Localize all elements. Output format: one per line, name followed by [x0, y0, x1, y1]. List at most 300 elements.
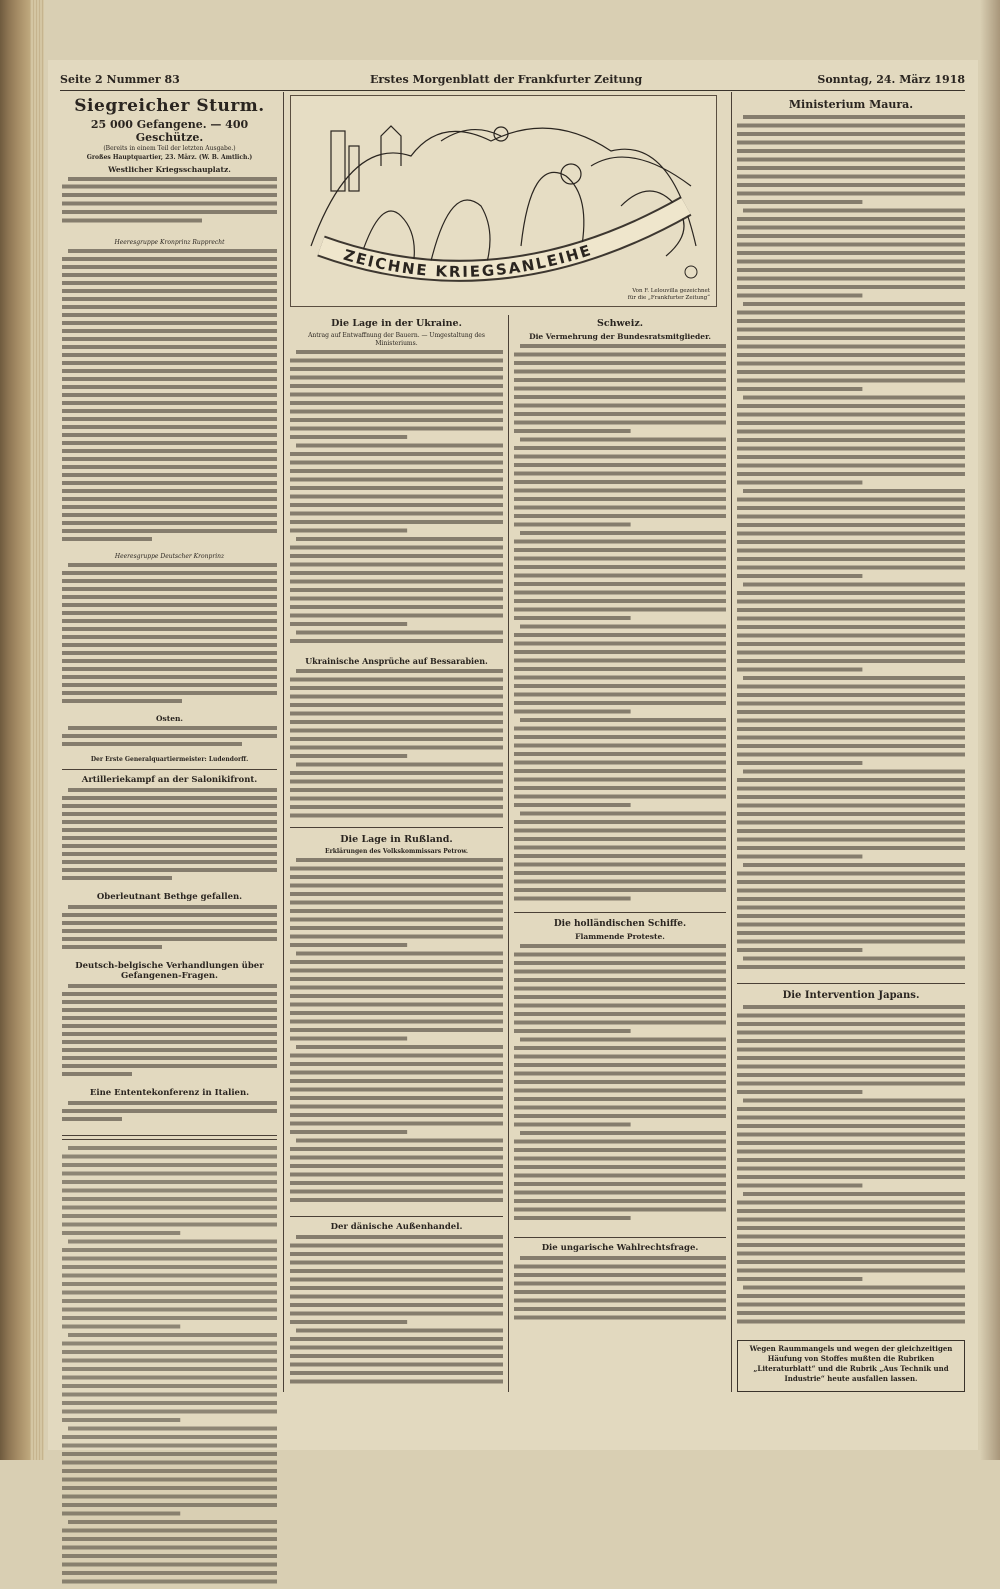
text-line	[514, 995, 726, 999]
text-line	[514, 897, 631, 901]
text-line	[514, 1199, 726, 1203]
text-line	[737, 608, 965, 612]
text-line	[514, 1021, 726, 1025]
text-line	[737, 1269, 965, 1273]
text-line	[737, 183, 965, 187]
text-lines	[290, 349, 503, 649]
caption-line-1: Von F. Lelouvilla gezeichnet	[632, 288, 710, 294]
text-line	[290, 597, 503, 601]
text-line	[514, 633, 726, 637]
text-line	[290, 780, 503, 784]
text-line	[290, 695, 503, 699]
text-line	[290, 554, 503, 558]
text-line	[62, 1461, 277, 1465]
text-line	[737, 319, 965, 323]
text-line	[62, 1401, 277, 1405]
text-line	[737, 413, 965, 417]
text-line	[514, 565, 726, 569]
text-line	[743, 1005, 965, 1009]
section-bethge: Oberleutnant Bethge gefallen.	[96, 892, 243, 902]
text-line	[514, 854, 726, 858]
text-line	[62, 1316, 277, 1320]
text-line	[737, 829, 965, 833]
text-line	[514, 761, 726, 765]
text-line	[737, 328, 965, 332]
text-lines	[62, 248, 277, 548]
text-line	[737, 1184, 862, 1188]
text-line	[737, 1175, 965, 1179]
text-line	[737, 549, 965, 553]
text-line	[737, 277, 965, 281]
text-line	[514, 370, 726, 374]
text-line	[290, 393, 503, 397]
text-line	[737, 1090, 862, 1094]
text-line	[737, 1252, 965, 1256]
text-line	[514, 506, 726, 510]
section-dutch-ships: Die holländischen Schiffe.	[553, 919, 687, 929]
text-lines	[737, 114, 965, 974]
text-line	[290, 427, 503, 431]
text-line	[290, 1190, 503, 1194]
text-line	[514, 752, 726, 756]
text-line	[514, 1123, 631, 1127]
text-line	[520, 812, 726, 816]
text-line	[290, 1198, 503, 1202]
text-line	[514, 1012, 726, 1016]
text-line	[737, 294, 862, 298]
text-line	[737, 914, 965, 918]
text-line	[290, 1371, 503, 1375]
text-line	[62, 1291, 277, 1295]
text-line	[290, 1252, 503, 1256]
text-line	[514, 888, 726, 892]
text-line	[743, 863, 965, 867]
text-line	[62, 1503, 277, 1507]
text-line	[737, 336, 965, 340]
text-line	[737, 1048, 965, 1052]
text-line	[68, 1146, 277, 1150]
text-line	[290, 729, 503, 733]
feuilleton-text-lines	[62, 1145, 277, 1585]
text-line	[514, 1165, 726, 1169]
text-line	[62, 1384, 277, 1388]
text-line	[737, 532, 965, 536]
section-western-front: Westlicher Kriegsschauplatz.	[108, 165, 231, 174]
text-line	[737, 149, 965, 153]
text-line	[737, 1073, 965, 1077]
text-line	[290, 960, 503, 964]
text-line	[290, 503, 503, 507]
text-line	[514, 659, 726, 663]
text-line	[737, 498, 965, 502]
text-line	[737, 753, 965, 757]
ukraine-subhead: Antrag auf Entwaffnung der Bauern. — Umgestaltung des Ministeriums.	[308, 332, 485, 347]
text-line	[290, 1096, 503, 1100]
text-line	[514, 727, 726, 731]
text-line	[520, 438, 726, 442]
text-line	[290, 376, 503, 380]
text-line	[737, 234, 965, 238]
text-line	[520, 1256, 726, 1260]
text-line	[290, 1156, 503, 1160]
text-line	[514, 472, 726, 476]
text-line	[737, 192, 965, 196]
text-line	[290, 969, 503, 973]
text-line	[62, 1197, 277, 1201]
text-line	[62, 1495, 277, 1499]
cartoon-illustration	[291, 96, 716, 306]
text-line	[737, 787, 965, 791]
text-line	[514, 387, 726, 391]
text-line	[737, 906, 965, 910]
text-line	[737, 345, 965, 349]
text-line	[290, 622, 407, 626]
text-line	[290, 469, 503, 473]
text-line	[290, 994, 503, 998]
text-line	[514, 557, 726, 561]
text-lines	[62, 562, 277, 707]
text-line	[290, 1113, 503, 1117]
article-body	[62, 176, 277, 238]
text-line	[514, 667, 726, 671]
text-line	[737, 1260, 965, 1264]
text-line	[290, 401, 503, 405]
text-line	[290, 580, 503, 584]
text-line	[737, 1065, 965, 1069]
text-line	[290, 771, 503, 775]
text-line	[290, 1244, 503, 1248]
text-line	[514, 574, 726, 578]
text-line	[296, 444, 503, 448]
text-line	[290, 977, 503, 981]
text-line	[296, 1045, 503, 1049]
text-lines	[737, 1004, 965, 1324]
text-line	[737, 591, 965, 595]
text-line	[290, 1147, 503, 1151]
text-line	[296, 1329, 503, 1333]
text-line	[737, 311, 965, 315]
text-line	[290, 359, 503, 363]
text-line	[62, 1274, 277, 1278]
text-lines	[62, 725, 277, 751]
text-line	[514, 582, 726, 586]
text-line	[62, 1580, 277, 1584]
text-line	[737, 727, 965, 731]
text-line	[514, 1029, 631, 1033]
text-line	[514, 1290, 726, 1294]
text-line	[290, 1295, 503, 1299]
text-line	[743, 1286, 965, 1290]
text-line	[514, 676, 726, 680]
text-line	[737, 744, 965, 748]
text-line	[514, 871, 726, 875]
text-line	[514, 650, 726, 654]
text-line	[737, 132, 965, 136]
cartoon-caption	[628, 288, 710, 302]
text-line	[514, 1063, 726, 1067]
text-line	[62, 1299, 277, 1303]
text-line	[514, 1299, 726, 1303]
text-line	[290, 712, 503, 716]
cartoon-banner-text: ZEICHNE KRIEGSANLEIHE	[341, 240, 595, 281]
text-line	[290, 1079, 503, 1083]
text-line	[290, 1354, 503, 1358]
text-line	[514, 353, 726, 357]
text-line	[514, 608, 726, 612]
text-line	[737, 838, 965, 842]
russia-subhead: Erklärungen des Volkskommissars Petrow.	[325, 848, 468, 855]
section-japan: Die Intervention Japans.	[782, 990, 920, 1001]
text-line	[520, 531, 726, 535]
text-line	[290, 788, 503, 792]
text-line	[62, 1214, 277, 1218]
text-line	[296, 350, 503, 354]
text-line	[290, 1303, 503, 1307]
text-line	[514, 1072, 726, 1076]
text-line	[743, 1192, 965, 1196]
page-right-edge	[980, 0, 1000, 1460]
text-line	[290, 367, 503, 371]
text-line	[737, 141, 965, 145]
text-line	[737, 1167, 965, 1171]
signoff: Der Erste Generalquartiermeister: Ludendorff.	[90, 756, 249, 763]
text-line	[737, 1014, 965, 1018]
text-line	[737, 387, 862, 391]
text-line	[514, 1265, 726, 1269]
text-line	[514, 591, 726, 595]
text-line	[62, 1265, 277, 1269]
column-2	[290, 312, 503, 1388]
edition-note: (Bereits in einem Teil der letzten Ausgabe.)	[103, 145, 236, 152]
text-line	[514, 1191, 726, 1195]
text-line	[737, 931, 965, 935]
text-line	[737, 1226, 965, 1230]
text-line	[737, 200, 862, 204]
text-line	[290, 1286, 503, 1290]
text-line	[743, 396, 965, 400]
text-line	[737, 1022, 965, 1026]
text-line	[737, 872, 965, 876]
text-line	[62, 1163, 277, 1167]
text-line	[514, 837, 726, 841]
text-line	[290, 737, 503, 741]
text-line	[743, 1099, 965, 1103]
text-line	[62, 1435, 277, 1439]
text-line	[737, 685, 965, 689]
text-line	[514, 820, 726, 824]
text-line	[290, 1062, 503, 1066]
text-lines	[62, 176, 277, 234]
text-line	[62, 1172, 277, 1176]
text-line	[290, 1337, 503, 1341]
feuilleton-divider	[62, 1135, 277, 1140]
divider	[514, 1237, 726, 1238]
text-line	[296, 1139, 503, 1143]
text-line	[290, 805, 503, 809]
text-line	[290, 1346, 503, 1350]
text-line	[737, 464, 965, 468]
text-line	[514, 1307, 726, 1311]
text-line	[514, 446, 726, 450]
text-line	[68, 1427, 277, 1431]
text-lines	[514, 343, 726, 903]
dateline: Großes Hauptquartier, 23. März. (W. B. Amtlich.)	[86, 154, 253, 161]
swiss-subhead: Die Vermehrung der Bundesratsmitglieder.	[529, 332, 711, 341]
text-line	[514, 480, 726, 484]
text-line	[290, 418, 503, 422]
text-line	[737, 1311, 965, 1315]
text-line	[514, 378, 726, 382]
text-line	[743, 676, 965, 680]
text-line	[290, 935, 503, 939]
text-line	[737, 455, 965, 459]
text-line	[296, 669, 503, 673]
war-loan-cartoon	[290, 95, 717, 307]
section-belgian-talks: Deutsch-belgische Verhandlungen über Gefangenen-Fragen.	[75, 961, 264, 981]
text-line	[296, 858, 503, 862]
text-line	[514, 1004, 726, 1008]
text-line	[68, 1333, 277, 1337]
text-line	[514, 412, 726, 416]
text-line	[290, 1312, 503, 1316]
header-page-number: Seite 2 Nummer 83	[60, 73, 180, 86]
text-line	[514, 463, 726, 467]
text-line	[737, 362, 965, 366]
text-line	[290, 478, 503, 482]
text-line	[290, 1003, 503, 1007]
text-line	[737, 1201, 965, 1205]
column-3	[514, 312, 726, 1329]
text-line	[743, 489, 965, 493]
text-line	[514, 489, 726, 493]
text-line	[737, 846, 965, 850]
text-line	[62, 1282, 277, 1286]
text-line	[290, 1173, 503, 1177]
text-line	[514, 684, 726, 688]
text-line	[737, 965, 965, 969]
text-line	[737, 353, 965, 357]
text-line	[296, 763, 503, 767]
text-line	[290, 1278, 503, 1282]
text-line	[62, 1155, 277, 1159]
text-line	[290, 1130, 407, 1134]
text-line	[737, 1141, 965, 1145]
text-line	[737, 625, 965, 629]
text-line	[290, 495, 503, 499]
text-lines	[514, 1255, 726, 1325]
text-line	[290, 1261, 503, 1265]
text-line	[737, 1209, 965, 1213]
divider	[290, 827, 503, 828]
text-line	[743, 583, 965, 587]
text-line	[514, 395, 726, 399]
text-lines	[62, 904, 277, 954]
text-line	[737, 1243, 965, 1247]
text-line	[290, 435, 407, 439]
text-line	[290, 746, 503, 750]
text-line	[62, 1308, 277, 1312]
text-line	[743, 770, 965, 774]
text-line	[290, 384, 503, 388]
text-line	[737, 923, 965, 927]
text-line	[514, 863, 726, 867]
text-line	[290, 520, 503, 524]
column-rule	[283, 92, 284, 1392]
text-line	[514, 829, 726, 833]
text-line	[737, 1303, 965, 1307]
text-line	[737, 1039, 965, 1043]
main-subhead: 25 000 Gefangene. — 400 Geschütze.	[90, 118, 249, 144]
text-line	[290, 1011, 503, 1015]
text-line	[737, 566, 965, 570]
text-line	[743, 209, 965, 213]
text-line	[290, 867, 503, 871]
text-line	[514, 421, 726, 425]
text-line	[520, 625, 726, 629]
text-line	[737, 251, 965, 255]
text-line	[520, 1131, 726, 1135]
text-line	[737, 472, 965, 476]
text-line	[62, 1342, 277, 1346]
text-lines	[62, 983, 277, 1081]
divider	[737, 983, 965, 984]
text-line	[290, 986, 503, 990]
header-date: Sonntag, 24. März 1918	[817, 73, 965, 86]
text-line	[62, 1537, 277, 1541]
text-line	[514, 1080, 726, 1084]
text-line	[737, 370, 965, 374]
text-line	[290, 1363, 503, 1367]
text-line	[737, 940, 965, 944]
text-line	[737, 124, 965, 128]
text-line	[514, 455, 726, 459]
text-line	[514, 1282, 726, 1286]
text-line	[514, 710, 631, 714]
text-line	[737, 880, 965, 884]
text-line	[290, 1028, 503, 1032]
text-line	[737, 855, 862, 859]
text-line	[514, 497, 726, 501]
text-line	[737, 404, 965, 408]
section-saloniki: Artilleriekampf an der Salonikifront.	[81, 775, 258, 785]
text-line	[737, 659, 965, 663]
text-line	[514, 735, 726, 739]
text-line	[737, 260, 965, 264]
text-line	[737, 804, 965, 808]
text-line	[62, 1486, 277, 1490]
text-line	[737, 719, 965, 723]
text-line	[743, 302, 965, 306]
text-line	[514, 1106, 726, 1110]
text-line	[290, 512, 503, 516]
text-line	[514, 1089, 726, 1093]
text-line	[737, 421, 965, 425]
text-line	[737, 1031, 965, 1035]
text-line	[290, 754, 407, 758]
text-line	[737, 778, 965, 782]
text-line	[514, 795, 726, 799]
text-line	[737, 761, 862, 765]
text-line	[290, 1071, 503, 1075]
text-line	[290, 452, 503, 456]
text-line	[514, 1216, 631, 1220]
text-line	[737, 1294, 965, 1298]
text-line	[62, 1546, 277, 1550]
text-line	[737, 1107, 965, 1111]
text-line	[62, 1206, 277, 1210]
text-line	[737, 1320, 965, 1324]
text-line	[514, 1046, 726, 1050]
